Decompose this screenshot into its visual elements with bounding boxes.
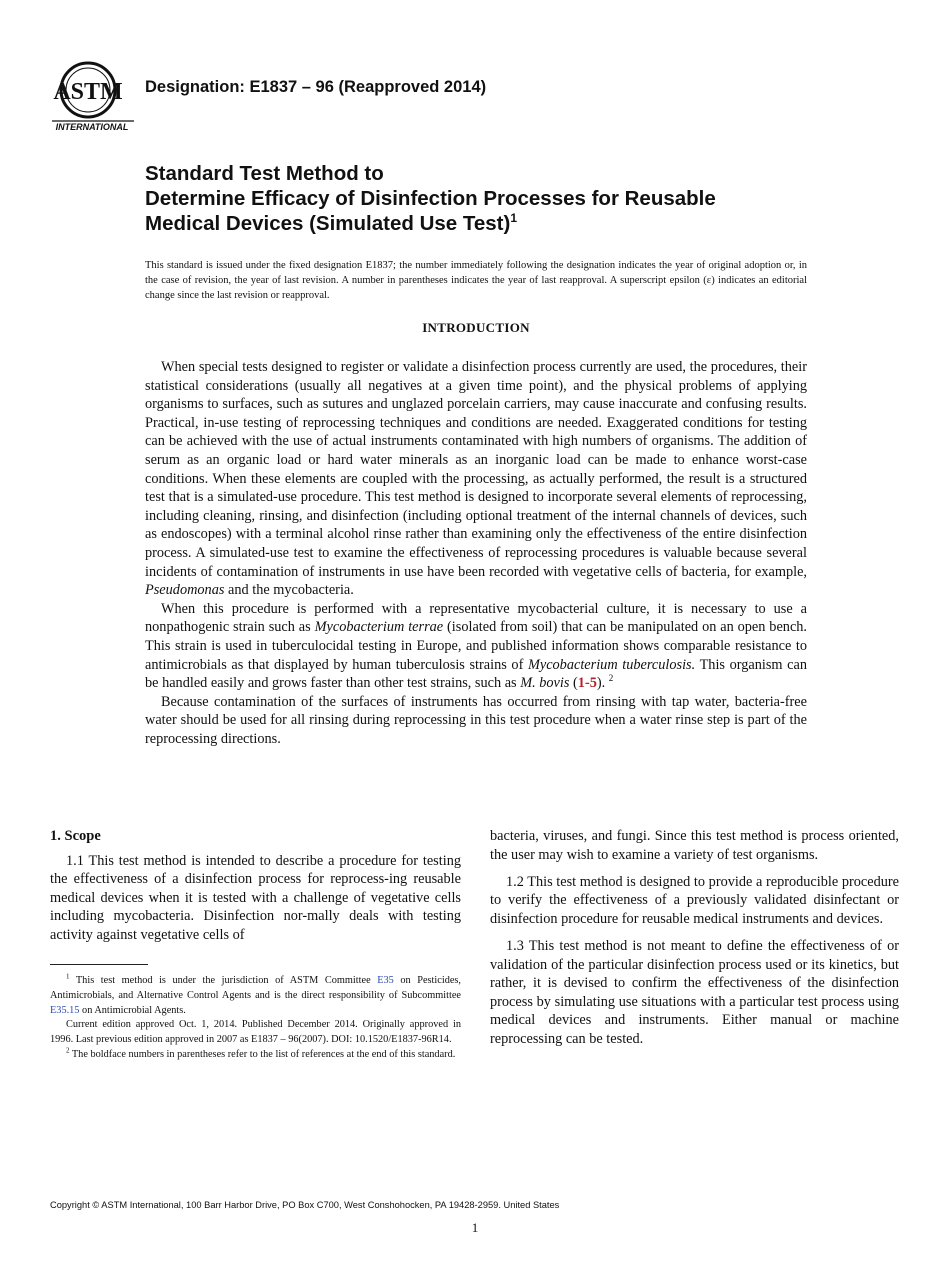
scope-heading: 1. Scope xyxy=(50,828,101,844)
title-line-3-text: Medical Devices (Simulated Use Test) xyxy=(145,212,511,235)
footnote-1-edition: Current edition approved Oct. 1, 2014. Published December 2014. Originally approved in 1996. Last previous edition approved in 2007 as E1837 – 96(2007). DOI: 10.1520/E1837-96R14. xyxy=(50,1019,461,1046)
link-e35[interactable]: E35 xyxy=(377,975,394,986)
title-line-2: Determine Efficacy of Disinfection Processes for Reusable xyxy=(145,187,716,210)
italic-m-bovis: M. bovis xyxy=(520,675,570,692)
scope-1-1: 1.1 This test method is intended to describe a procedure for testing the effectiveness of a disinfection process for reprocess-ing reusable medical devices when it is tested with a challenge of vegetative cells including mycobacteria. Disinfection nor-mally deals with testing activity against vegetative cells of xyxy=(50,852,461,943)
introduction xyxy=(145,358,807,748)
title-footnote-mark[interactable]: 1 xyxy=(510,211,518,225)
title-line-1: Standard Test Method to xyxy=(145,162,384,185)
title-line-3 xyxy=(145,211,845,236)
copyright: Copyright © ASTM International, 100 Barr Harbor Drive, PO Box C700, West Conshohocken, PA 19428-2959. United States xyxy=(50,1200,560,1210)
logo-bottom-text: INTERNATIONAL xyxy=(55,122,129,132)
footnote-2: $^2$ The boldface numbers in parentheses refer to the list of references at the end of this standard. xyxy=(66,1046,456,1060)
footnote-2-mark[interactable]: 2 xyxy=(608,673,614,684)
astm-international-logo xyxy=(50,58,136,134)
footnote-divider xyxy=(50,964,148,965)
left-column xyxy=(50,827,461,945)
introduction-heading: INTRODUCTION xyxy=(422,320,530,335)
document-title xyxy=(145,161,845,236)
page-number: 1 xyxy=(471,1220,479,1235)
intro-paragraph-2: When this procedure is performed with a representative mycobacterial culture, it is necessary to use a nonpathogenic strain such as Mycobacterium terrae (isolated from soil) that can be manipulated on an open bench. This strain is used in tuberculocidal testing in Europe, and published information shows comparable resistance to antimicrobials as that displayed by human tuberculosis strains of Mycobacterium tuberculosis. This organism can be handled easily and grows faster than other test strains, such as M. bovis (1-5). $^2$ xyxy=(145,600,808,692)
italic-mycobacterium-terrae: Mycobacterium terrae xyxy=(314,619,444,636)
italic-mycobacterium-tuberculosis: Mycobacterium tuberculosis. xyxy=(527,656,696,673)
intro-paragraph-1: When special tests designed to register or validate a disinfection process currently are used, the procedures, their statistical considerations (usually all negatives at a given time point), and the physical problems of applying organisms to surfaces, such as sutures and unglazed porcelain carriers, may cause inaccurate and confusing results. Practical, in-use testing of reprocessing techniques and conditions are needed. Exaggerated conditions for testing can be achieved with the use of actual instruments contaminated with high numbers of organisms. The addition of serum as an organic load or hard water minerals as an inorganic load can be made to enhance worst-case conditions. When these elements are coupled with the processing, as actually performed, the result is a structured test that is a simulated-use procedure. This test method is designed to incorporate several elements of reprocessing, including cleaning, rinsing, and disinfection (including optional treatment of the internal channels of devices, such as endoscopes) with a terminal alcohol rinse rather than examining only the effectiveness of the entire disinfection process. A simulated-use test to examine the effectiveness of reprocessing procedures is valuable because several incidents of contamination of instruments in use have been recorded with vegetative cells of bacteria, for example, Pseudomonas and the mycobacteria. xyxy=(145,359,807,599)
scope-1-2: 1.2 This test method is designed to provide a reproducible procedure to verify the effectiveness of a previously validated disinfectant or disinfection procedure for reusable medical instruments and devices. xyxy=(490,873,899,927)
intro-paragraph-3: Because contamination of the surfaces of instruments has occurred from rinsing with tap water, bacteria-free water should be used for all rinsing during reprocessing in this test procedure when a water rinse step is part of the reprocessing directions. xyxy=(145,693,807,747)
footnote-1: $^1$ This test method is under the jurisdiction of ASTM Committee E35 on Pesticides, Antimicrobials, and Alternative Control Agents and is the direct responsibility of Subcommittee E35.15 on Antimicrobial Agents. xyxy=(50,972,462,1016)
right-column xyxy=(490,827,899,1057)
reference-link[interactable]: 1-5 xyxy=(577,675,597,692)
logo-top-text: ASTM xyxy=(53,79,123,105)
designation: Designation: E1837 – 96 (Reapproved 2014) xyxy=(145,78,487,96)
scope-1-1-continued: bacteria, viruses, and fungi. Since this test method is process oriented, the user may wish to examine a variety of test organisms. xyxy=(490,828,899,863)
footnotes xyxy=(50,974,461,1063)
italic-pseudomonas: Pseudomonas xyxy=(145,582,225,599)
link-e35-15[interactable]: E35.15 xyxy=(50,1004,80,1016)
scope-1-3: 1.3 This test method is not meant to define the effectiveness of or validation of the particular disinfection process used or its kinetics, but rather, it is devised to confirm the effectiveness of the disinfection process by simulating use situations with a particular test process using medical devices and instruments. Either manual or machine reprocessing can be tested. xyxy=(490,937,899,1047)
designation-notice: This standard is issued under the fixed designation E1837; the number immediately following the designation indicates the year of original adoption or, in the case of revision, the year of last revision. A number in parentheses indicates the year of last reapproval. A superscript epsilon (ε) indicates an editorial change since the last revision or reapproval. xyxy=(145,260,807,301)
